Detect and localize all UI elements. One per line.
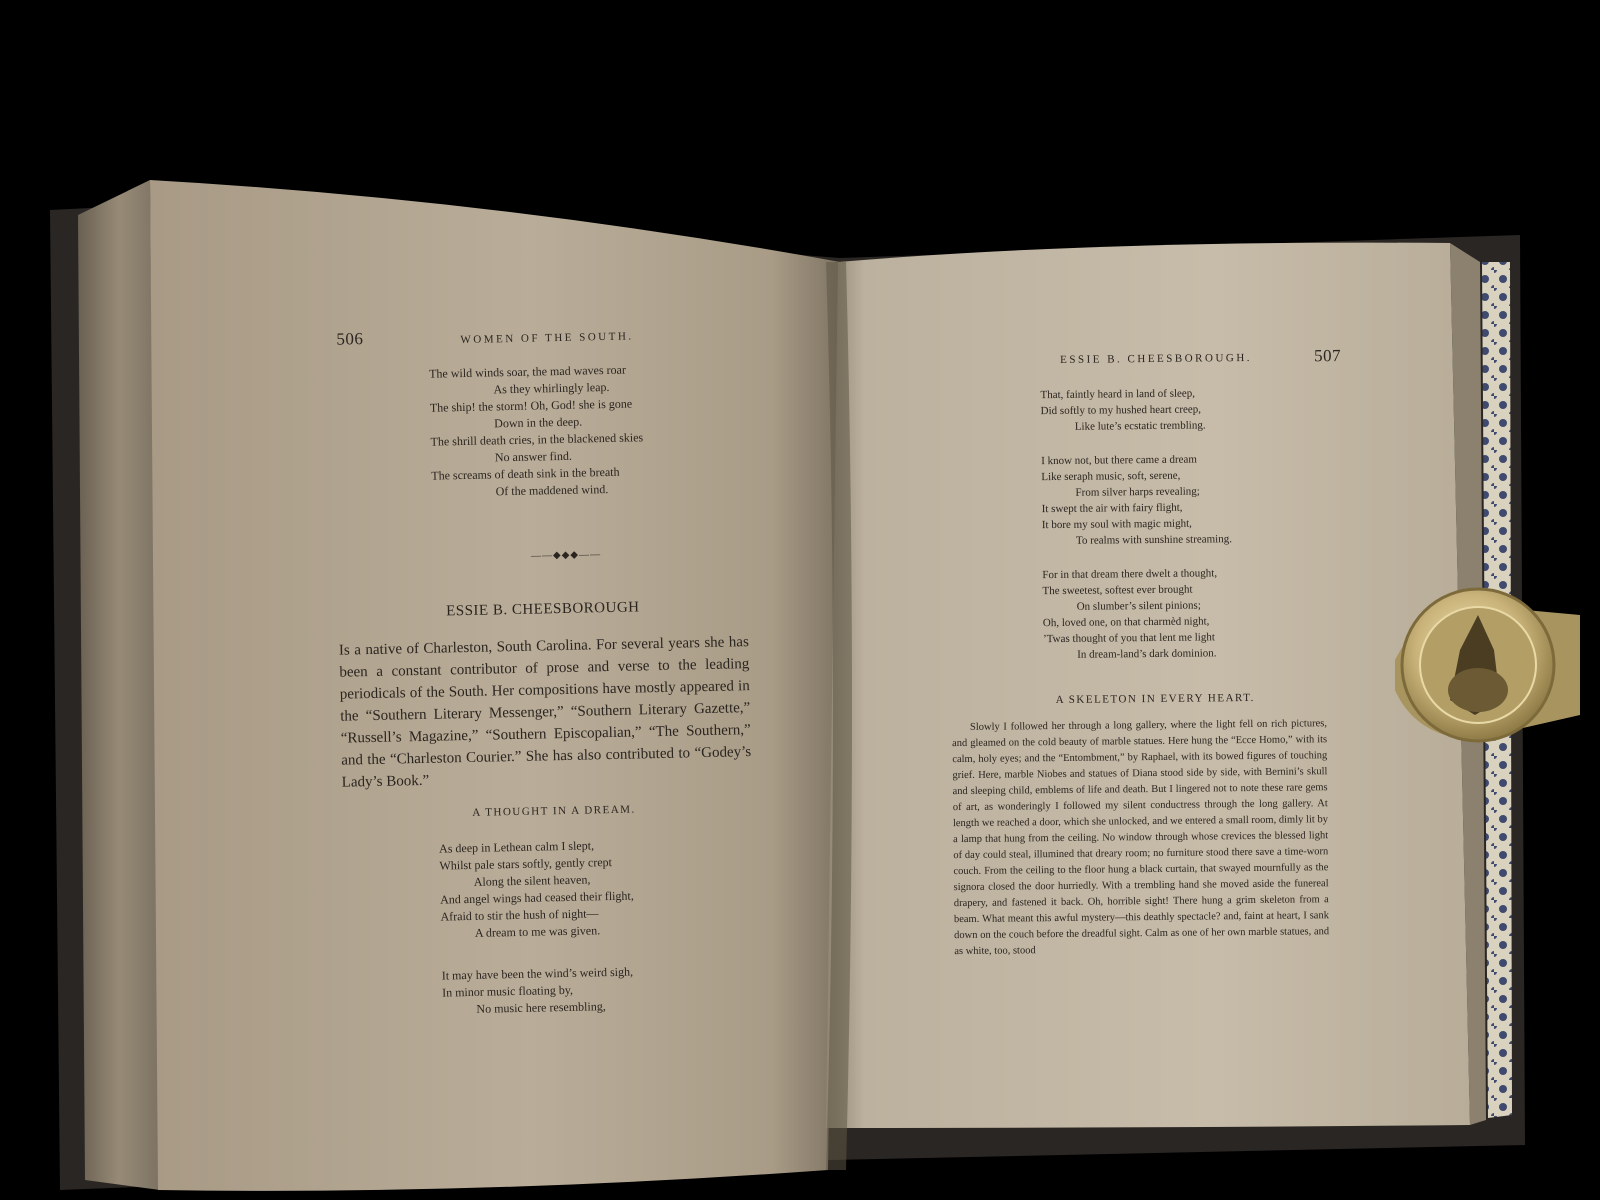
left-page bbox=[320, 310, 795, 1049]
verse-line: The sweetest, softest ever brought bbox=[1042, 583, 1193, 598]
story-title: A SKELETON IN EVERY HEART. bbox=[1055, 691, 1255, 707]
verse-line: I know not, but there came a dream bbox=[1041, 453, 1198, 468]
right-page bbox=[952, 346, 1367, 1010]
ornate-clasp-icon bbox=[1395, 589, 1580, 741]
stanza-1 bbox=[1040, 385, 1205, 435]
verse-line: Afraid to stir the hush of night— bbox=[440, 906, 599, 924]
verse-line: It bore my soul with magic might, bbox=[1041, 517, 1192, 532]
verse-line: The shrill death cries, in the blackened skies bbox=[430, 430, 644, 449]
verse-line: To realms with sunshine streaming. bbox=[1075, 533, 1233, 547]
verse-line: In dream-land’s dark dominion. bbox=[1077, 647, 1217, 661]
verse-line: The ship! the storm! Oh, God! she is gone bbox=[429, 396, 633, 415]
poem-stanza-1 bbox=[439, 837, 635, 943]
verse-line: The wild winds soar, the mad waves roar bbox=[429, 362, 627, 381]
verse-line: From silver harps revealing; bbox=[1075, 485, 1200, 499]
verse-line: And angel wings had ceased their flight, bbox=[440, 888, 634, 907]
verse-line: For in that dream there dwelt a thought, bbox=[1042, 567, 1218, 582]
verse-line: Down in the deep. bbox=[494, 414, 583, 431]
verse-line: As deep in Lethean calm I slept, bbox=[438, 838, 595, 856]
verse-line: Oh, loved one, on that charmèd night, bbox=[1042, 615, 1210, 630]
verse-line: Along the silent heaven, bbox=[473, 872, 591, 889]
poem-stanza-2 bbox=[442, 964, 634, 1019]
verse-line: ’Twas thought of you that lent me light bbox=[1042, 631, 1215, 646]
poem-end-verse bbox=[429, 361, 644, 501]
running-head-right: ESSIE B. CHEESBOROUGH. bbox=[1060, 351, 1253, 366]
verse-line: That, faintly heard in land of sleep, bbox=[1040, 387, 1196, 402]
running-head-left: WOMEN OF THE SOUTH. bbox=[460, 330, 634, 347]
verse-line: It may have been the wind’s weird sigh, bbox=[441, 964, 634, 983]
stanza-2 bbox=[1041, 451, 1232, 549]
verse-line: On slumber’s silent pinions; bbox=[1076, 599, 1201, 613]
verse-line: Like lute’s ecstatic trembling. bbox=[1074, 419, 1206, 433]
stanza-3 bbox=[1042, 565, 1218, 663]
verse-line: A dream to me was given. bbox=[474, 923, 601, 940]
verse-line: No answer find. bbox=[494, 448, 573, 465]
verse-line: The screams of death sink in the breath bbox=[431, 464, 620, 483]
biography-paragraph: Is a native of Charleston, South Carolina. For several years she has been a constant contributor of prose and verse to the leading periodicals of the South. Her compositions have mostly appeared in the “Southern Literary Messenger,” “Southern Literary Gazette,” “Russell’s Magazine,” “Southern Episcopalian,” “The Southern,” and the “Charleston Courier.” She has also contributed to “Godey’s Lady’s Book.” bbox=[338, 634, 752, 791]
verse-line: No music here resembling, bbox=[476, 999, 606, 1016]
page-number-left: 506 bbox=[336, 329, 364, 349]
section-ornament: ——◆◆◆—— bbox=[530, 549, 602, 562]
poem-title: A THOUGHT IN A DREAM. bbox=[472, 803, 636, 819]
story-paragraph: Slowly I followed her through a long gallery, where the light fell on rich pictures, and gleamed on the cold beauty of marble statues. Here hung the “Ecce Homo,” with its calm, holy eyes; and the “Entombment,” by Raphael, with its bowed figures of touching grief. Here, marble Niobes and statues of Diana stood side by side, with Bernini’s skull and sleeping child, emblems of life and death. But I lingered not to note these rare gems of art, as wonderingly I followed my silent conductress through the long gallery. At length we reached a door, which she unlocked, and we entered a small room, dimly lit by a lamp that hung from the ceiling. No window through whose crevices the blessed light of day could steal, illumined that dreary room; no furniture stood there save a time-worn couch. From the ceiling to the floor hung a black curtain, that swayed mournfully as the signora closed the door hurriedly. With a trembling hand she moved aside the funereal drapery, and fastened it back. Oh, horrible sight! There hung a grim skeleton from a beam. What meant this awful mystery—this deathly spectacle? and, faint at heart, I sank down on the couch before the dreadful sight. Calm as one of her own marble statues, and as white, too, stood bbox=[952, 718, 1330, 958]
verse-line: Like seraph music, soft, serene, bbox=[1041, 469, 1181, 484]
verse-line: It swept the air with fairy flight, bbox=[1041, 501, 1183, 516]
verse-line: In minor music floating by, bbox=[441, 982, 574, 1000]
section-title: ESSIE B. CHEESBOROUGH bbox=[445, 599, 640, 620]
page-number-right: 507 bbox=[1313, 346, 1342, 366]
verse-line: As they whirlingly leap. bbox=[493, 379, 610, 397]
verse-line: Of the maddened wind. bbox=[495, 482, 609, 499]
verse-line: Whilst pale stars softly, gently crept bbox=[439, 855, 613, 873]
verse-line: Did softly to my hushed heart creep, bbox=[1040, 403, 1202, 418]
